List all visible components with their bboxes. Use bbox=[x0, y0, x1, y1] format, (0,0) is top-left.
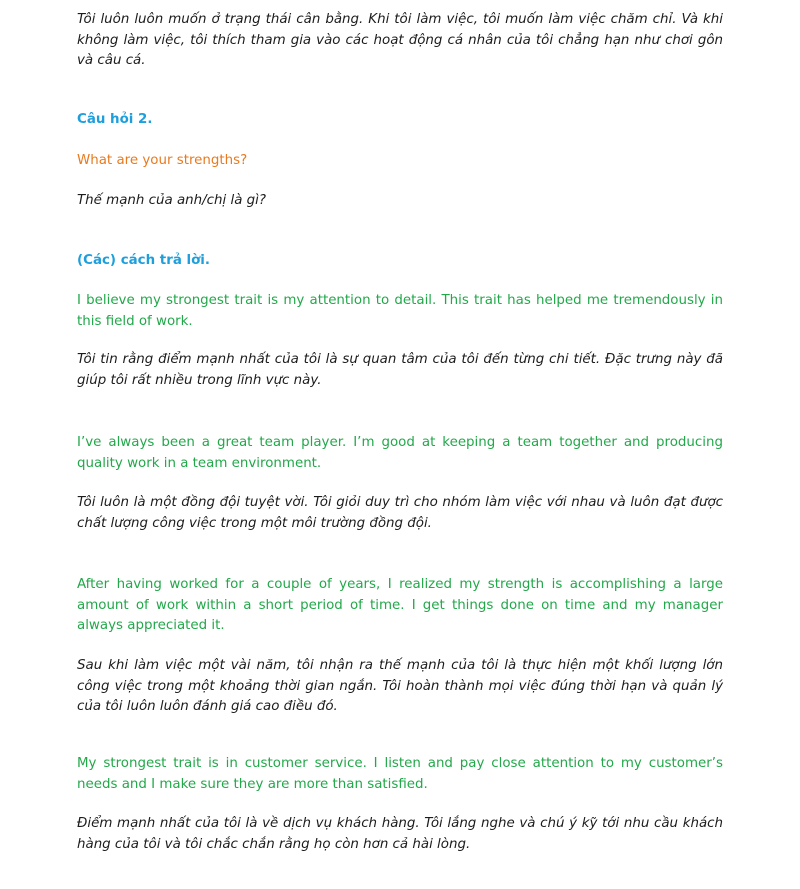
answer-2-vi: Tôi luôn là một đồng đội tuyệt vời. Tôi giỏi duy trì cho nhóm làm việc với nhau và luôn đạt được chất lượng công việc trong một môi trường đồng đội. bbox=[77, 495, 723, 531]
answer-4-en: My strongest trait is in customer service. I listen and pay close attention to my customer’s needs and I make sure they are more than satisfied. bbox=[77, 756, 723, 792]
question-en: What are your strengths? bbox=[77, 153, 248, 168]
question-vi: Thế mạnh của anh/chị là gì? bbox=[77, 193, 266, 208]
answers-heading: (Các) cách trả lời. bbox=[77, 253, 210, 268]
answer-1-en: I believe my strongest trait is my attention to detail. This trait has helped me tremendously in this field of work. bbox=[77, 293, 723, 329]
answer-1-vi: Tôi tin rằng điểm mạnh nhất của tôi là sự quan tâm của tôi đến từng chi tiết. Đặc trưng này đã giúp tôi rất nhiều trong lĩnh vực này. bbox=[77, 352, 723, 388]
answer-4-vi: Điểm mạnh nhất của tôi là về dịch vụ khách hàng. Tôi lắng nghe và chú ý kỹ tới nhu cầu khách hàng của tôi và tôi chắc chắn rằng họ còn hơn cả hài lòng. bbox=[77, 816, 723, 852]
answer-3-en: After having worked for a couple of years, I realized my strength is accomplishing a large amount of work within a short period of time. I get things done on time and my manager always appreciated it. bbox=[77, 577, 723, 633]
answer-2-en: I’ve always been a great team player. I’m good at keeping a team together and producing quality work in a team environment. bbox=[77, 435, 723, 471]
question-label: Câu hỏi 2. bbox=[77, 112, 153, 127]
answer-3-vi: Sau khi làm việc một vài năm, tôi nhận ra thế mạnh của tôi là thực hiện một khối lượng lớn công việc trong một khoảng thời gian ngắn. Tôi hoàn thành mọi việc đúng thời hạn và quản lý của tôi luôn luôn đánh giá cao điều đó. bbox=[77, 658, 723, 714]
intro-paragraph-vi: Tôi luôn luôn muốn ở trạng thái cân bằng. Khi tôi làm việc, tôi muốn làm việc chăm chỉ. Và khi không làm việc, tôi thích tham gia vào các hoạt động cá nhân của tôi chẳng hạn như chơi gôn và câu cá. bbox=[77, 12, 723, 68]
